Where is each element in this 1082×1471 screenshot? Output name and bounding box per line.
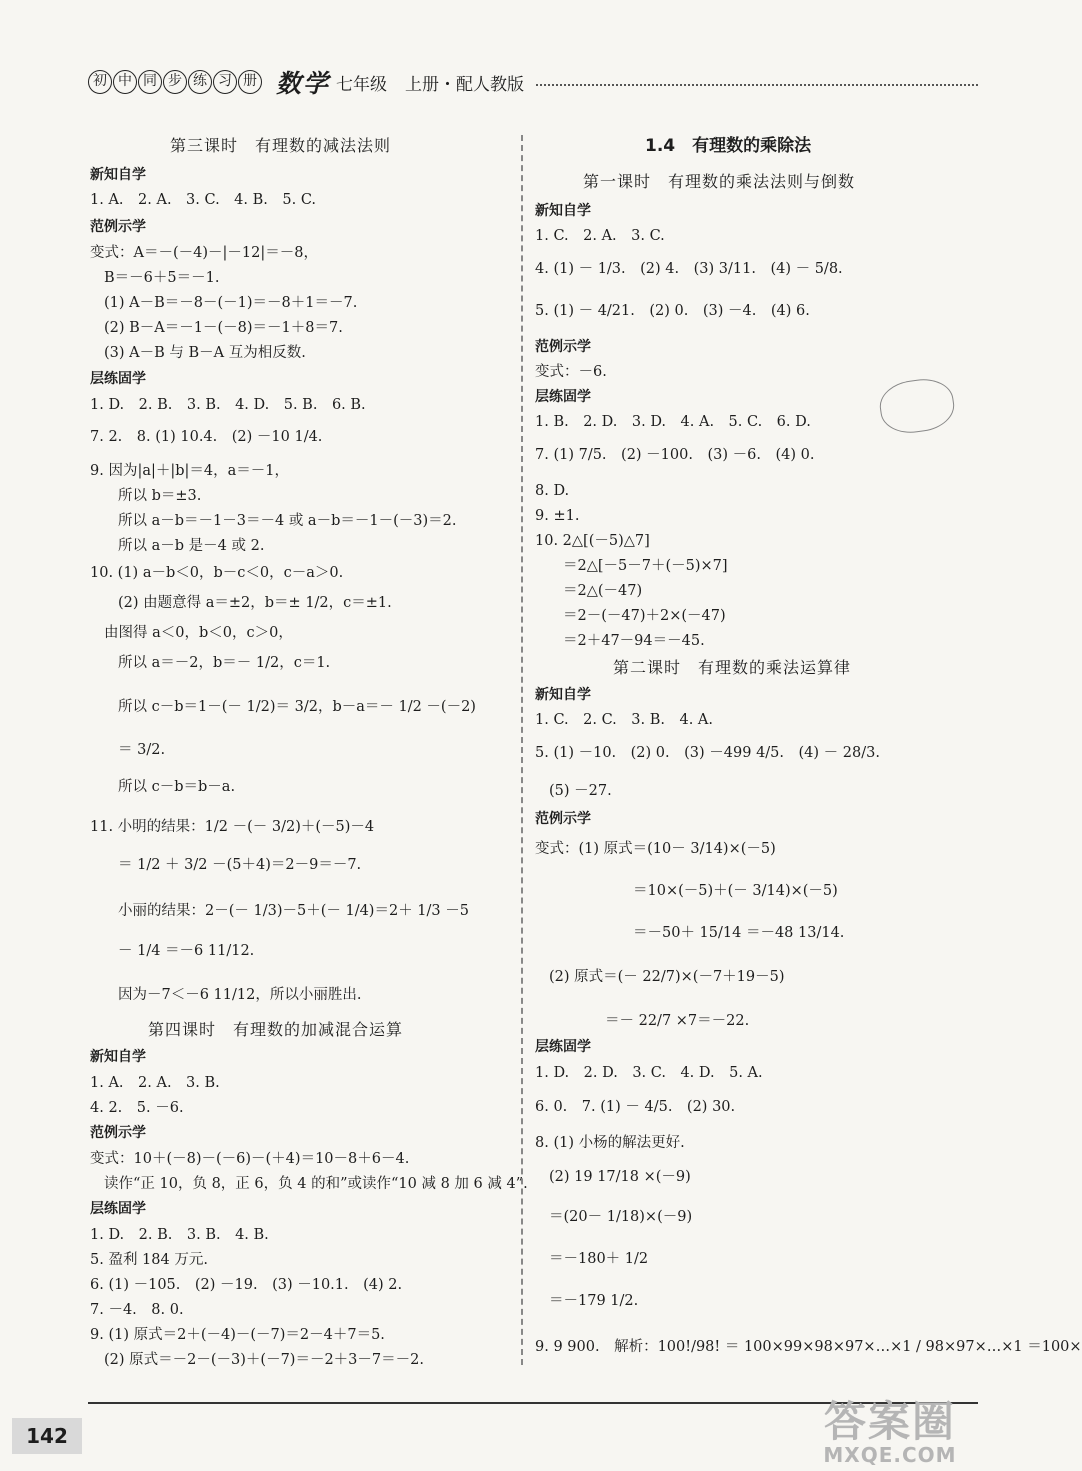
left-section-heading: 新知自学 (90, 1049, 146, 1065)
right-answer-line: 1. C. 2. C. 3. B. 4. A. (535, 712, 713, 728)
left-answer-line: 1. D. 2. B. 3. B. 4. B. (90, 1227, 269, 1243)
right-answer-line: ＝(20－ 1/18)×(－9) (549, 1209, 693, 1225)
series-char: 同 (138, 70, 162, 94)
right-answer-line: 1. D. 2. D. 3. C. 4. D. 5. A. (535, 1065, 763, 1081)
left-answer-line: 1. D. 2. B. 3. B. 4. D. 5. B. 6. B. (90, 397, 366, 413)
left-answer-line: (2) 由题意得 a＝±2，b＝± 1/2，c＝±1. (118, 595, 392, 611)
watermark-url: MXQE.COM (823, 1443, 957, 1467)
left-answer-line: 1. A. 2. A. 3. B. (90, 1075, 220, 1091)
book-series-title (88, 70, 262, 94)
left-answer-line: 5. 盈利 184 万元. (90, 1252, 208, 1268)
right-answer-line: 8. (1) 小杨的解法更好. (535, 1135, 685, 1151)
right-answer-line: ＝2＋47－94＝－45. (563, 633, 705, 649)
right-answer-line: 变式：－6. (535, 364, 607, 380)
left-answer-line: 10. (1) a－b＜0，b－c＜0，c－a＞0. (90, 565, 344, 581)
right-answer-line: 变式：(1) 原式＝(10－ 3/14)×(－5) (535, 841, 776, 857)
right-answer-line: 1. C. 2. A. 3. C. (535, 228, 665, 244)
series-char: 步 (163, 70, 187, 94)
left-answer-line: 所以 a＝－2，b＝－ 1/2，c＝1. (118, 655, 331, 671)
right-answer-line: (2) 19 17/18 ×(－9) (549, 1169, 691, 1185)
right-section-heading: 范例示学 (535, 339, 591, 355)
right-section-heading: 新知自学 (535, 203, 591, 219)
page-number: 142 (12, 1418, 82, 1454)
left-answer-line: (2) B－A＝－1－(－8)＝－1＋8＝7. (104, 320, 343, 336)
left-answer-line: 变式：A＝－(－4)－|－12|＝－8， (90, 245, 318, 261)
left-answer-line: 9. 因为|a|＋|b|＝4，a＝－1， (90, 463, 290, 479)
left-answer-line: 所以 b＝±3. (118, 488, 202, 504)
grade-label: 七年级 (336, 74, 388, 95)
right-section-heading: 层练固学 (535, 389, 591, 405)
stamp-mark (877, 375, 958, 437)
page-header (88, 62, 978, 102)
left-answer-line: ＝ 3/2. (118, 742, 166, 758)
left-answer-line: B＝－6＋5＝－1. (104, 270, 220, 286)
right-answer-line: ＝2△[－5－7＋(－5)×7] (563, 558, 728, 574)
right-section-heading: 新知自学 (535, 687, 591, 703)
left-answer-line: 1. A. 2. A. 3. C. 4. B. 5. C. (90, 192, 317, 208)
left-answer-line: 4. 2. 5. －6. (90, 1100, 184, 1116)
left-lesson-title: 第四课时 有理数的加减混合运算 (148, 1020, 404, 1039)
right-answer-line: ＝－50＋ 15/14 ＝－48 13/14. (633, 925, 845, 941)
series-char: 习 (213, 70, 237, 94)
right-answer-line: 8. D. (535, 483, 570, 499)
right-answer-line: 4. (1) － 1/3. (2) 4. (3) 3/11. (4) － 5/8. (535, 261, 843, 277)
left-answer-line: 所以 c－b＝1－(－ 1/2)＝ 3/2，b－a＝－ 1/2 －(－2) (118, 699, 476, 715)
left-answer-line: 7. 2. 8. (1) 10.4. (2) －10 1/4. (90, 429, 323, 445)
left-answer-line: 7. －4. 8. 0. (90, 1302, 184, 1318)
watermark (800, 1397, 980, 1470)
series-char: 中 (113, 70, 137, 94)
left-lesson-title: 第三课时 有理数的减法法则 (170, 136, 392, 155)
right-section-heading: 范例示学 (535, 811, 591, 827)
left-answer-line: (1) A－B＝－8－(－1)＝－8＋1＝－7. (104, 295, 358, 311)
series-char: 初 (88, 70, 112, 94)
left-section-heading: 层练固学 (90, 371, 146, 387)
right-answer-line: 1. B. 2. D. 3. D. 4. A. 5. C. 6. D. (535, 414, 811, 430)
right-answer-line: 9. 9 900. 解析：100!/98! ＝ 100×99×98×97×…×1 / 98×97×…×1 ＝100× (535, 1339, 1082, 1355)
left-answer-line: 由图得 a＜0，b＜0，c＞0， (104, 625, 293, 641)
left-answer-line: 所以 c－b＝b－a. (118, 779, 236, 795)
right-answer-line: ＝－ 22/7 ×7＝－22. (605, 1013, 750, 1029)
left-answer-line: 所以 a－b 是－4 或 2. (118, 538, 265, 554)
right-answer-line: 5. (1) － 4/21. (2) 0. (3) －4. (4) 6. (535, 303, 810, 319)
left-section-heading: 范例示学 (90, 219, 146, 235)
right-answer-line: ＝－179 1/2. (549, 1293, 639, 1309)
left-section-heading: 新知自学 (90, 167, 146, 183)
right-answer-line: ＝－180＋ 1/2 (549, 1251, 649, 1267)
series-char: 练 (188, 70, 212, 94)
left-section-heading: 范例示学 (90, 1125, 146, 1141)
header-dotted-rule (536, 84, 978, 86)
right-answer-line: ＝2△(－47) (563, 583, 643, 599)
right-answer-line: 7. (1) 7/5. (2) －100. (3) －6. (4) 0. (535, 447, 815, 463)
right-answer-line: (2) 原式＝(－ 22/7)×(－7＋19－5) (549, 969, 785, 985)
left-answer-line: (2) 原式＝－2－(－3)＋(－7)＝－2＋3－7＝－2. (104, 1352, 424, 1368)
left-answer-line: 所以 a－b＝－1－3＝－4 或 a－b＝－1－(－3)＝2. (118, 513, 457, 529)
right-answer-line: (5) －27. (549, 783, 612, 799)
left-answer-line: ＝ 1/2 ＋ 3/2 －(5＋4)＝2－9＝－7. (118, 857, 362, 873)
left-answer-line: 11. 小明的结果：1/2 －(－ 3/2)＋(－5)－4 (90, 819, 375, 835)
left-answer-line: (3) A－B 与 B－A 互为相反数. (104, 345, 306, 361)
left-answer-line: 因为－7＜－6 11/12，所以小丽胜出. (118, 987, 362, 1003)
subject-title: 数学 (276, 69, 331, 98)
left-answer-line: 读作“正 10，负 8，正 6，负 4 的和”或读作“10 减 8 加 6 减 4”. (104, 1176, 528, 1192)
right-answer-line: ＝2－(－47)＋2×(－47) (563, 608, 726, 624)
right-answer-line: ＝10×(－5)＋(－ 3/14)×(－5) (633, 883, 838, 899)
left-section-heading: 层练固学 (90, 1201, 146, 1217)
right-answer-line: 5. (1) －10. (2) 0. (3) －499 4/5. (4) － 28/3. (535, 745, 880, 761)
watermark-logo-text: 答案圈 (823, 1397, 956, 1446)
right-answer-line: 6. 0. 7. (1) － 4/5. (2) 30. (535, 1099, 736, 1115)
right-chapter-heading: 1.4 有理数的乘除法 (645, 136, 812, 156)
right-lesson-title: 第二课时 有理数的乘法运算律 (613, 658, 852, 677)
left-answer-line: 6. (1) －105. (2) －19. (3) －10.1. (4) 2. (90, 1277, 403, 1293)
left-answer-line: － 1/4 ＝－6 11/12. (118, 943, 255, 959)
edition-label: 上册・配人教版 (405, 74, 525, 95)
left-answer-line: 小丽的结果：2－(－ 1/3)－5＋(－ 1/4)＝2＋ 1/3 －5 (118, 903, 469, 919)
left-answer-line: 变式：10＋(－8)－(－6)－(＋4)＝10－8＋6－4. (90, 1151, 410, 1167)
left-answer-line: 9. (1) 原式＝2＋(－4)－(－7)＝2－4＋7＝5. (90, 1327, 385, 1343)
right-lesson-title: 第一课时 有理数的乘法法则与倒数 (583, 172, 856, 191)
right-section-heading: 层练固学 (535, 1039, 591, 1055)
right-answer-line: 10. 2△[(－5)△7] (535, 533, 650, 549)
series-char: 册 (238, 70, 262, 94)
right-answer-line: 9. ±1. (535, 508, 580, 524)
column-divider (521, 135, 523, 1365)
